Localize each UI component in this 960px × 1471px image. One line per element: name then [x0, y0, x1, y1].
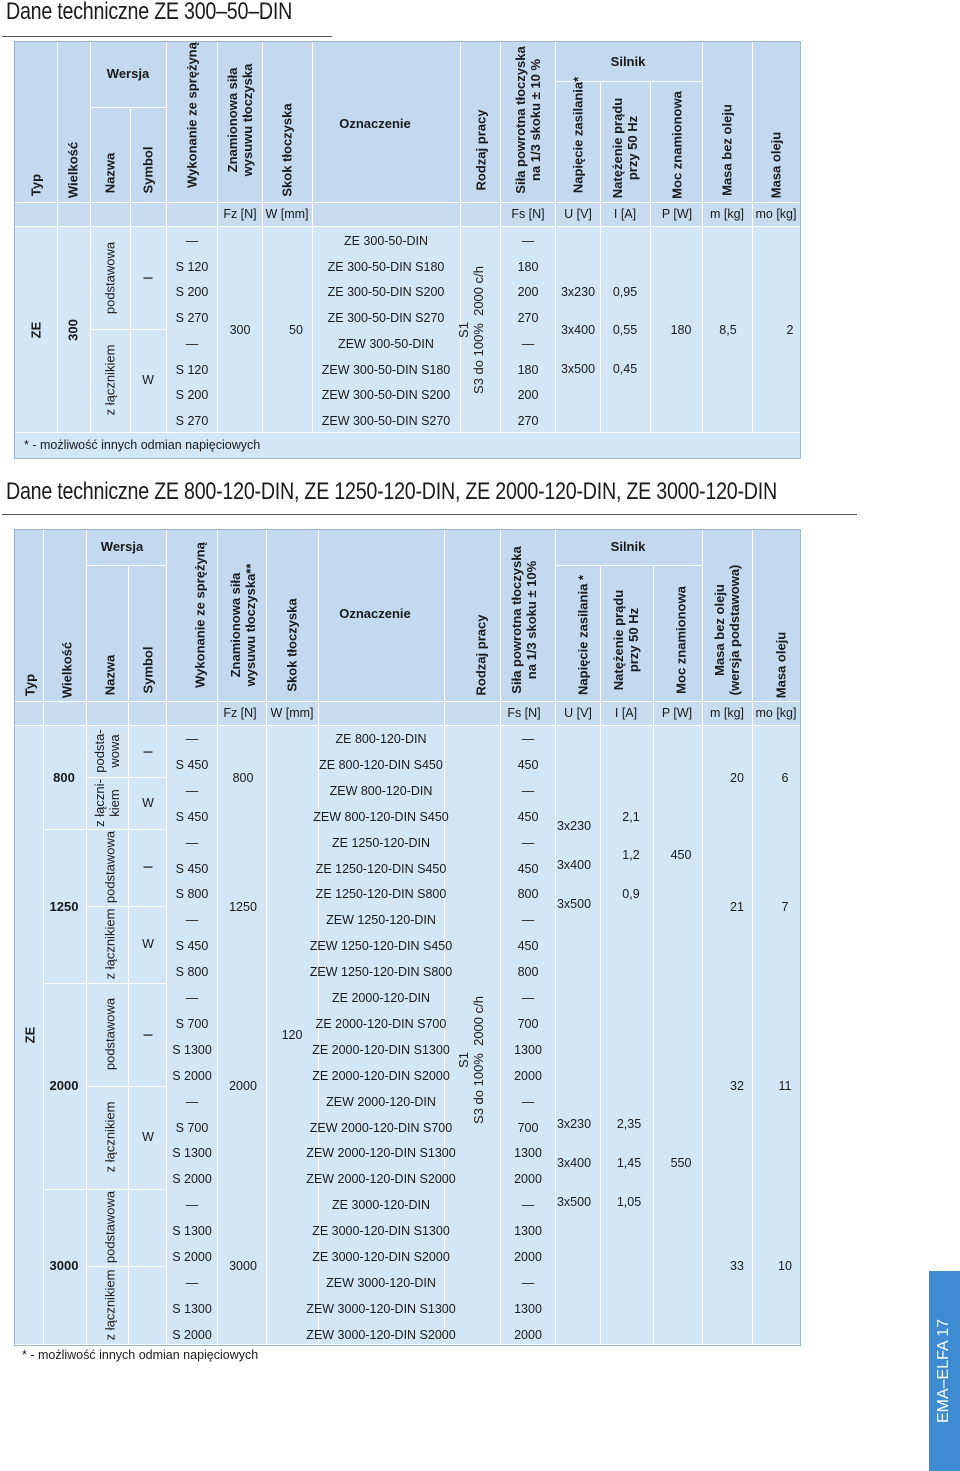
row-oznaczenie: ZEW 1250-120-DIN S450 [309, 939, 453, 954]
row-wykonanie: — [185, 835, 199, 850]
unit-u: U [V] [564, 207, 592, 221]
grid-line [15, 202, 800, 203]
table2-footnote: * - możliwość innych odmian napięciowych [22, 1348, 259, 1362]
header-wersja: Wersja [100, 539, 144, 554]
grid-line [318, 530, 319, 1345]
row-oznaczenie: ZEW 1250-120-DIN [326, 913, 436, 928]
unit-mo: mo [kg] [755, 207, 797, 221]
row-sila-powrotna: 1300 [514, 1146, 542, 1161]
size-3000: 3000 [49, 1258, 79, 1273]
row-sila-powrotna: 700 [517, 1016, 539, 1031]
grid-line [217, 530, 218, 1345]
grid-line [702, 530, 703, 1345]
symbol-w: W [142, 796, 154, 810]
row-wykonanie: S 270 [175, 311, 209, 326]
grid-line [57, 42, 58, 432]
grid-line [555, 565, 702, 566]
row-oznaczenie: ZEW 3000-120-DIN S2000 [306, 1327, 456, 1342]
grid-line [500, 42, 501, 432]
row-wykonanie: S 2000 [172, 1250, 212, 1264]
row-sila-powrotna: 2000 [514, 1068, 542, 1083]
row-sila-powrotna: 2000 [514, 1172, 542, 1187]
unit-p: P [W] [661, 207, 693, 221]
row-wykonanie: — [185, 913, 199, 928]
napiecie-500: 3x500 [556, 1195, 592, 1209]
row-sila-powrotna: 1300 [514, 1301, 542, 1316]
row-wykonanie: — [185, 1275, 199, 1290]
grid-line [86, 530, 87, 1345]
row-oznaczenie: ZE 1250-120-DIN [332, 835, 430, 850]
grid-line [166, 42, 167, 432]
unit-fs: Fs [N] [511, 207, 545, 221]
row-oznaczenie: ZEW 2000-120-DIN S1300 [306, 1146, 456, 1161]
row-oznaczenie: ZE 1250-120-DIN S450 [315, 861, 447, 876]
grid-line [43, 530, 44, 1345]
natezenie-b2: 1,45 [616, 1156, 642, 1170]
row-wykonanie: — [185, 732, 199, 746]
row-wykonanie: — [185, 336, 199, 351]
row-wykonanie: S 1300 [172, 1224, 212, 1239]
napiecie-230: 3x230 [560, 285, 596, 299]
row-oznaczenie: ZE 1250-120-DIN S800 [315, 887, 447, 902]
row-sila-powrotna: 270 [517, 413, 539, 428]
natezenie-2: 0,55 [612, 323, 638, 337]
unit-w: W [mm] [270, 706, 314, 720]
fz-800: 800 [232, 771, 254, 785]
row-wykonanie: S 800 [175, 887, 209, 902]
symbol-w: W [142, 1130, 154, 1144]
row-sila-powrotna: — [521, 1275, 535, 1290]
row-sila-powrotna: — [521, 783, 535, 798]
fz-2000: 2000 [229, 1079, 257, 1093]
row-wykonanie: S 450 [175, 939, 209, 954]
grid-line [653, 566, 654, 1345]
row-wykonanie: S 2000 [172, 1068, 212, 1083]
unit-fz: Fz [N] [223, 706, 257, 720]
grid-line [702, 42, 703, 432]
row-oznaczenie: ZE 300-50-DIN S200 [327, 285, 445, 300]
unit-m: m [kg] [709, 706, 745, 720]
row-sila-powrotna: 800 [517, 887, 539, 902]
grid-line [86, 777, 166, 778]
unit-p: P [W] [661, 706, 693, 720]
row-sila-powrotna: 180 [517, 362, 539, 377]
size-2000: 2000 [49, 1078, 79, 1093]
size-1250: 1250 [49, 899, 79, 914]
unit-m: m [kg] [709, 207, 745, 221]
header-oznaczenie: Oznaczenie [339, 606, 411, 621]
row-oznaczenie: ZEW 3000-120-DIN S1300 [306, 1301, 456, 1316]
header-oznaczenie: Oznaczenie [339, 116, 411, 131]
row-wykonanie: S 120 [175, 362, 209, 377]
grid-line [500, 530, 501, 1345]
masa-2000: 32 [730, 1079, 744, 1093]
grid-line [15, 725, 800, 726]
row-oznaczenie: ZE 2000-120-DIN S1300 [312, 1042, 450, 1057]
row-sila-powrotna: — [521, 336, 535, 351]
unit-i: I [A] [614, 706, 638, 720]
grid-line [15, 432, 800, 433]
brand-tab [929, 1271, 960, 1471]
masa-800: 20 [730, 771, 744, 785]
grid-line [166, 530, 167, 1345]
row-wykonanie: S 800 [175, 965, 209, 980]
fz-1250: 1250 [229, 900, 257, 914]
grid-line [262, 42, 263, 432]
grid-line [15, 701, 800, 702]
napiecie-230: 3x230 [556, 819, 592, 833]
moc-550: 550 [670, 1156, 692, 1170]
grid-line [86, 1086, 166, 1087]
header-wersja: Wersja [106, 66, 150, 81]
olej-1250: 7 [781, 900, 789, 914]
napiecie-500: 3x500 [556, 897, 592, 911]
row-oznaczenie: ZEW 300-50-DIN [338, 336, 434, 351]
grid-line [90, 329, 166, 330]
grid-line [128, 566, 129, 1345]
grid-line [600, 82, 601, 432]
row-wykonanie: S 1300 [172, 1301, 212, 1316]
row-sila-powrotna: 180 [517, 259, 539, 274]
grid-line [90, 42, 91, 432]
olej-800: 6 [781, 771, 789, 785]
brand-label: EMA–ELFA 17 [935, 1318, 952, 1424]
grid-line [90, 107, 166, 108]
table1-footnote: * - możliwość innych odmian napięciowych [24, 438, 261, 452]
olej-value: 2 [786, 323, 794, 337]
natezenie-a3: 0,9 [622, 887, 640, 901]
row-wykonanie: S 450 [175, 809, 209, 824]
row-oznaczenie: ZE 2000-120-DIN S700 [315, 1016, 447, 1031]
olej-2000: 11 [778, 1079, 792, 1093]
unit-mo: mo [kg] [755, 706, 797, 720]
header-silnik: Silnik [610, 539, 646, 554]
row-wykonanie: — [185, 991, 199, 1005]
row-oznaczenie: ZEW 300-50-DIN S200 [321, 388, 451, 403]
grid-line [555, 42, 556, 432]
grid-line [86, 565, 166, 566]
row-oznaczenie: ZEW 300-50-DIN S180 [321, 362, 451, 377]
grid-line [43, 1189, 166, 1190]
row-wykonanie: S 2000 [172, 1327, 212, 1342]
row-wykonanie: — [185, 783, 199, 798]
row-wykonanie: S 1300 [172, 1146, 212, 1161]
row-wykonanie: S 700 [175, 1016, 209, 1031]
napiecie-230: 3x230 [556, 1117, 592, 1131]
natezenie-b3: 1,05 [616, 1195, 642, 1209]
masa-1250: 21 [730, 900, 744, 914]
row-oznaczenie: ZE 3000-120-DIN S1300 [312, 1224, 450, 1239]
row-oznaczenie: ZEW 300-50-DIN S270 [321, 413, 451, 428]
row-sila-powrotna: — [521, 913, 535, 928]
grid-line [15, 1344, 800, 1345]
grid-line [217, 42, 218, 432]
olej-3000: 10 [778, 1259, 792, 1273]
napiecie-400: 3x400 [556, 858, 592, 872]
row-wykonanie: S 200 [175, 388, 209, 403]
row-oznaczenie: ZE 3000-120-DIN S2000 [312, 1250, 450, 1264]
grid-line [444, 530, 445, 1345]
symbol-w: W [142, 373, 154, 387]
grid-line [86, 1266, 166, 1267]
row-sila-powrotna: — [521, 1094, 535, 1109]
row-wykonanie: S 270 [175, 413, 209, 428]
row-wykonanie: — [185, 1198, 199, 1213]
row-sila-powrotna: — [521, 1198, 535, 1213]
row-sila-powrotna: 800 [517, 965, 539, 980]
w-value: 50 [289, 323, 303, 337]
fz-3000: 3000 [229, 1259, 257, 1273]
row-wykonanie: S 2000 [172, 1172, 212, 1187]
row-sila-powrotna: — [521, 234, 535, 248]
row-sila-powrotna: — [521, 732, 535, 746]
napiecie-400: 3x400 [560, 323, 596, 337]
row-oznaczenie: ZEW 800-120-DIN S450 [313, 809, 449, 824]
row-sila-powrotna: 450 [517, 939, 539, 954]
symbol-w: W [142, 937, 154, 951]
row-wykonanie: S 700 [175, 1120, 209, 1135]
napiecie-500: 3x500 [560, 362, 596, 376]
grid-line [752, 530, 753, 1345]
row-oznaczenie: ZE 300-50-DIN S180 [327, 259, 445, 274]
masa-3000: 33 [730, 1259, 744, 1273]
unit-u: U [V] [564, 706, 592, 720]
size-800: 800 [53, 770, 75, 785]
row-sila-powrotna: 200 [517, 388, 539, 403]
row-wykonanie: S 120 [175, 259, 209, 274]
row-sila-powrotna: 2000 [514, 1327, 542, 1342]
natezenie-1: 0,95 [612, 285, 638, 299]
unit-w: W [mm] [265, 207, 309, 221]
row-sila-powrotna: 270 [517, 311, 539, 326]
row-oznaczenie: ZEW 2000-120-DIN [326, 1094, 436, 1109]
row-oznaczenie: ZE 800-120-DIN S450 [319, 757, 443, 772]
grid-line [555, 530, 556, 1345]
row-oznaczenie: ZEW 2000-120-DIN S700 [309, 1120, 453, 1135]
grid-line [650, 82, 651, 432]
row-sila-powrotna: 700 [517, 1120, 539, 1135]
row-oznaczenie: ZE 2000-120-DIN S2000 [312, 1068, 450, 1083]
unit-fs: Fs [N] [507, 706, 541, 720]
natezenie-b1: 2,35 [616, 1117, 642, 1131]
row-oznaczenie: ZE 2000-120-DIN [332, 991, 430, 1005]
row-oznaczenie: ZE 800-120-DIN [335, 732, 427, 746]
grid-line [130, 108, 131, 432]
row-wykonanie: — [185, 1094, 199, 1109]
grid-line [312, 42, 313, 432]
unit-i: I [A] [613, 207, 637, 221]
row-oznaczenie: ZE 300-50-DIN S270 [327, 311, 445, 326]
row-oznaczenie: ZEW 800-120-DIN [329, 783, 433, 798]
row-sila-powrotna: 1300 [514, 1224, 542, 1239]
grid-line [86, 906, 166, 907]
row-oznaczenie: ZEW 3000-120-DIN [326, 1275, 436, 1290]
moc-value: 180 [670, 323, 692, 337]
w-value: 120 [281, 1028, 303, 1042]
row-sila-powrotna: 450 [517, 861, 539, 876]
title-rule [2, 36, 332, 37]
napiecie-400: 3x400 [556, 1156, 592, 1170]
unit-fz: Fz [N] [223, 207, 257, 221]
natezenie-3: 0,45 [612, 362, 638, 376]
fz-value: 300 [229, 323, 251, 337]
row-wykonanie: S 450 [175, 861, 209, 876]
row-wykonanie: S 200 [175, 285, 209, 300]
grid-line [752, 42, 753, 432]
row-sila-powrotna: 1300 [514, 1042, 542, 1057]
header-silnik: Silnik [610, 54, 646, 69]
row-wykonanie: S 1300 [172, 1042, 212, 1057]
moc-450: 450 [670, 848, 692, 862]
grid-line [266, 530, 267, 1345]
grid-line [15, 226, 800, 227]
grid-line [43, 829, 166, 830]
masa-value: 8,5 [719, 323, 737, 337]
row-oznaczenie: ZE 3000-120-DIN [332, 1198, 430, 1213]
row-oznaczenie: ZE 300-50-DIN [343, 234, 429, 248]
title-rule [2, 514, 857, 515]
row-sila-powrotna: 450 [517, 757, 539, 772]
natezenie-a1: 2,1 [622, 810, 640, 824]
grid-line [43, 983, 166, 984]
row-wykonanie: S 450 [175, 757, 209, 772]
row-sila-powrotna: — [521, 835, 535, 850]
row-sila-powrotna: — [521, 991, 535, 1005]
row-oznaczenie: ZEW 2000-120-DIN S2000 [306, 1172, 456, 1187]
natezenie-a2: 1,2 [622, 848, 640, 862]
grid-line [600, 566, 601, 1345]
table2-title: Dane techniczne ZE 800-120-DIN, ZE 1250-120-DIN, ZE 2000-120-DIN, ZE 3000-120-DIN [6, 478, 777, 505]
row-sila-powrotna: 450 [517, 809, 539, 824]
row-sila-powrotna: 200 [517, 285, 539, 300]
row-wykonanie: — [185, 234, 199, 248]
table1-title: Dane techniczne ZE 300–50–DIN [6, 0, 293, 25]
row-sila-powrotna: 2000 [514, 1250, 542, 1264]
row-oznaczenie: ZEW 1250-120-DIN S800 [309, 965, 453, 980]
